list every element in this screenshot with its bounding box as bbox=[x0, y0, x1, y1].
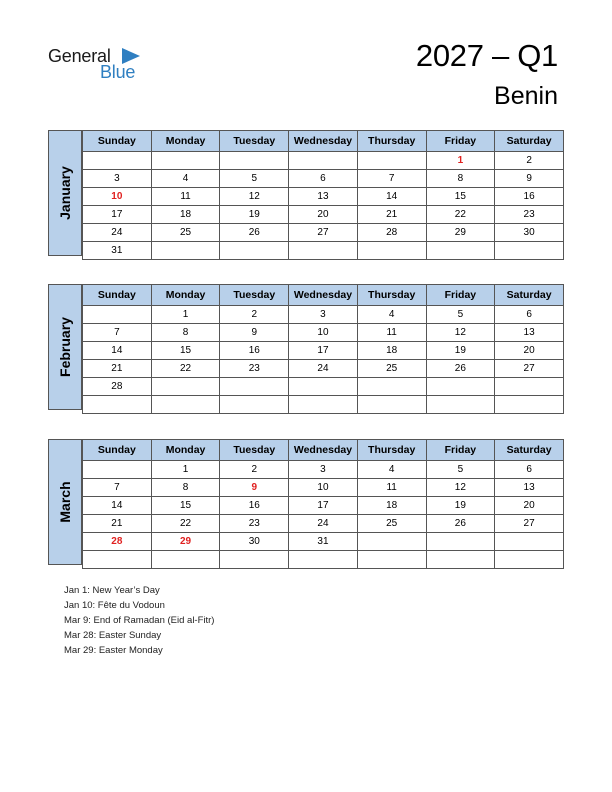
month-name: March bbox=[57, 481, 73, 523]
day-cell: 20 bbox=[495, 497, 564, 515]
weekday-header: Wednesday bbox=[289, 131, 358, 152]
day-cell: 13 bbox=[289, 188, 358, 206]
day-cell: 24 bbox=[289, 360, 358, 378]
weekday-header: Sunday bbox=[83, 440, 152, 461]
week-row bbox=[83, 479, 564, 497]
day-cell: 5 bbox=[426, 461, 495, 479]
week-row bbox=[83, 378, 564, 396]
calendar-table bbox=[82, 130, 564, 260]
day-cell bbox=[357, 378, 426, 396]
day-cell: 21 bbox=[357, 206, 426, 224]
day-cell: 14 bbox=[357, 188, 426, 206]
day-cell: 19 bbox=[220, 206, 289, 224]
day-cell: 10 bbox=[83, 188, 152, 206]
week-row bbox=[83, 533, 564, 551]
day-cell: 4 bbox=[151, 170, 220, 188]
day-cell bbox=[220, 152, 289, 170]
weekday-header: Friday bbox=[426, 131, 495, 152]
day-cell: 18 bbox=[357, 497, 426, 515]
day-cell: 14 bbox=[83, 497, 152, 515]
weekday-header: Thursday bbox=[357, 131, 426, 152]
day-cell bbox=[220, 378, 289, 396]
day-cell: 21 bbox=[83, 515, 152, 533]
day-cell: 12 bbox=[426, 324, 495, 342]
day-cell: 27 bbox=[495, 515, 564, 533]
day-cell: 27 bbox=[289, 224, 358, 242]
day-cell bbox=[289, 551, 358, 569]
calendar-table bbox=[82, 439, 564, 569]
weekday-header-row bbox=[83, 440, 564, 461]
day-cell bbox=[289, 378, 358, 396]
day-cell: 25 bbox=[357, 515, 426, 533]
weekday-header: Saturday bbox=[495, 440, 564, 461]
day-cell bbox=[495, 378, 564, 396]
day-cell: 17 bbox=[83, 206, 152, 224]
day-cell: 3 bbox=[83, 170, 152, 188]
weekday-header: Wednesday bbox=[289, 440, 358, 461]
day-cell: 24 bbox=[289, 515, 358, 533]
holiday-note: Mar 9: End of Ramadan (Eid al-Fitr) bbox=[64, 615, 215, 626]
week-row bbox=[83, 461, 564, 479]
day-cell: 18 bbox=[151, 206, 220, 224]
country-name: Benin bbox=[494, 82, 558, 110]
day-cell bbox=[151, 242, 220, 260]
day-cell: 12 bbox=[426, 479, 495, 497]
day-cell: 15 bbox=[426, 188, 495, 206]
day-cell: 24 bbox=[83, 224, 152, 242]
day-cell: 1 bbox=[426, 152, 495, 170]
day-cell: 30 bbox=[220, 533, 289, 551]
day-cell: 13 bbox=[495, 324, 564, 342]
day-cell bbox=[83, 461, 152, 479]
day-cell: 5 bbox=[426, 306, 495, 324]
day-cell bbox=[220, 396, 289, 414]
day-cell bbox=[495, 533, 564, 551]
week-row bbox=[83, 360, 564, 378]
month-name: January bbox=[57, 166, 73, 220]
day-cell: 29 bbox=[151, 533, 220, 551]
day-cell: 15 bbox=[151, 497, 220, 515]
day-cell: 9 bbox=[220, 324, 289, 342]
weekday-header: Friday bbox=[426, 440, 495, 461]
day-cell: 22 bbox=[151, 360, 220, 378]
day-cell: 7 bbox=[83, 479, 152, 497]
generalblue-logo bbox=[48, 44, 148, 82]
day-cell: 1 bbox=[151, 306, 220, 324]
day-cell bbox=[289, 396, 358, 414]
day-cell: 28 bbox=[83, 378, 152, 396]
day-cell bbox=[426, 533, 495, 551]
day-cell bbox=[151, 378, 220, 396]
day-cell: 25 bbox=[151, 224, 220, 242]
day-cell: 11 bbox=[151, 188, 220, 206]
weekday-header: Thursday bbox=[357, 440, 426, 461]
calendar-table bbox=[82, 284, 564, 414]
day-cell: 4 bbox=[357, 306, 426, 324]
week-row bbox=[83, 324, 564, 342]
logo-text-blue: Blue bbox=[100, 62, 136, 82]
weekday-header: Tuesday bbox=[220, 285, 289, 306]
day-cell: 8 bbox=[426, 170, 495, 188]
weekday-header: Wednesday bbox=[289, 285, 358, 306]
week-row bbox=[83, 242, 564, 260]
day-cell: 2 bbox=[220, 461, 289, 479]
day-cell: 5 bbox=[220, 170, 289, 188]
day-cell bbox=[357, 533, 426, 551]
day-cell: 16 bbox=[220, 342, 289, 360]
day-cell bbox=[495, 551, 564, 569]
day-cell: 6 bbox=[289, 170, 358, 188]
weekday-header: Monday bbox=[151, 440, 220, 461]
day-cell bbox=[357, 242, 426, 260]
month-label bbox=[48, 130, 82, 256]
day-cell: 29 bbox=[426, 224, 495, 242]
day-cell bbox=[151, 551, 220, 569]
day-cell: 26 bbox=[426, 515, 495, 533]
day-cell: 13 bbox=[495, 479, 564, 497]
day-cell: 20 bbox=[495, 342, 564, 360]
month-block-january bbox=[48, 130, 564, 256]
weekday-header: Tuesday bbox=[220, 440, 289, 461]
day-cell bbox=[495, 242, 564, 260]
week-row bbox=[83, 515, 564, 533]
week-row bbox=[83, 342, 564, 360]
day-cell: 11 bbox=[357, 324, 426, 342]
day-cell: 9 bbox=[495, 170, 564, 188]
day-cell: 28 bbox=[83, 533, 152, 551]
day-cell: 7 bbox=[83, 324, 152, 342]
day-cell bbox=[289, 152, 358, 170]
day-cell: 11 bbox=[357, 479, 426, 497]
holiday-note: Mar 29: Easter Monday bbox=[64, 645, 163, 656]
week-row bbox=[83, 170, 564, 188]
day-cell bbox=[289, 242, 358, 260]
month-name: February bbox=[57, 317, 73, 377]
week-row bbox=[83, 396, 564, 414]
day-cell: 6 bbox=[495, 461, 564, 479]
day-cell: 26 bbox=[426, 360, 495, 378]
day-cell bbox=[151, 396, 220, 414]
day-cell: 6 bbox=[495, 306, 564, 324]
day-cell: 12 bbox=[220, 188, 289, 206]
weekday-header: Monday bbox=[151, 131, 220, 152]
day-cell bbox=[83, 551, 152, 569]
weekday-header: Sunday bbox=[83, 285, 152, 306]
day-cell: 31 bbox=[83, 242, 152, 260]
day-cell bbox=[426, 378, 495, 396]
day-cell: 16 bbox=[495, 188, 564, 206]
day-cell: 4 bbox=[357, 461, 426, 479]
day-cell: 2 bbox=[220, 306, 289, 324]
day-cell: 19 bbox=[426, 497, 495, 515]
day-cell bbox=[220, 551, 289, 569]
day-cell: 19 bbox=[426, 342, 495, 360]
page-title: 2027 – Q1 bbox=[415, 38, 558, 73]
day-cell: 1 bbox=[151, 461, 220, 479]
day-cell bbox=[426, 551, 495, 569]
logo-text-general: General bbox=[48, 46, 111, 66]
weekday-header: Monday bbox=[151, 285, 220, 306]
day-cell: 17 bbox=[289, 497, 358, 515]
week-row bbox=[83, 152, 564, 170]
day-cell bbox=[426, 242, 495, 260]
holiday-note: Jan 1: New Year’s Day bbox=[64, 585, 160, 596]
day-cell bbox=[83, 396, 152, 414]
day-cell: 15 bbox=[151, 342, 220, 360]
month-block-february bbox=[48, 284, 564, 410]
day-cell: 10 bbox=[289, 479, 358, 497]
week-row bbox=[83, 224, 564, 242]
month-block-march bbox=[48, 439, 564, 565]
day-cell: 26 bbox=[220, 224, 289, 242]
day-cell: 2 bbox=[495, 152, 564, 170]
day-cell bbox=[83, 152, 152, 170]
day-cell: 18 bbox=[357, 342, 426, 360]
month-label bbox=[48, 284, 82, 410]
day-cell: 8 bbox=[151, 479, 220, 497]
day-cell bbox=[83, 306, 152, 324]
day-cell: 23 bbox=[220, 515, 289, 533]
holiday-notes bbox=[64, 583, 214, 658]
day-cell: 3 bbox=[289, 461, 358, 479]
weekday-header: Tuesday bbox=[220, 131, 289, 152]
day-cell bbox=[151, 152, 220, 170]
day-cell: 25 bbox=[357, 360, 426, 378]
day-cell: 28 bbox=[357, 224, 426, 242]
day-cell: 8 bbox=[151, 324, 220, 342]
day-cell: 14 bbox=[83, 342, 152, 360]
weekday-header-row bbox=[83, 131, 564, 152]
day-cell bbox=[357, 551, 426, 569]
day-cell: 23 bbox=[495, 206, 564, 224]
day-cell: 22 bbox=[151, 515, 220, 533]
day-cell: 30 bbox=[495, 224, 564, 242]
day-cell: 23 bbox=[220, 360, 289, 378]
week-row bbox=[83, 206, 564, 224]
weekday-header: Friday bbox=[426, 285, 495, 306]
weekday-header-row bbox=[83, 285, 564, 306]
day-cell: 16 bbox=[220, 497, 289, 515]
day-cell: 10 bbox=[289, 324, 358, 342]
day-cell: 27 bbox=[495, 360, 564, 378]
day-cell: 21 bbox=[83, 360, 152, 378]
week-row bbox=[83, 497, 564, 515]
day-cell: 17 bbox=[289, 342, 358, 360]
day-cell bbox=[220, 242, 289, 260]
day-cell: 9 bbox=[220, 479, 289, 497]
week-row bbox=[83, 188, 564, 206]
day-cell: 22 bbox=[426, 206, 495, 224]
weekday-header: Thursday bbox=[357, 285, 426, 306]
day-cell bbox=[357, 152, 426, 170]
weekday-header: Saturday bbox=[495, 131, 564, 152]
month-label bbox=[48, 439, 82, 565]
weekday-header: Saturday bbox=[495, 285, 564, 306]
day-cell: 31 bbox=[289, 533, 358, 551]
weekday-header: Sunday bbox=[83, 131, 152, 152]
week-row bbox=[83, 551, 564, 569]
day-cell: 7 bbox=[357, 170, 426, 188]
day-cell: 3 bbox=[289, 306, 358, 324]
week-row bbox=[83, 306, 564, 324]
day-cell bbox=[426, 396, 495, 414]
holiday-note: Mar 28: Easter Sunday bbox=[64, 630, 162, 641]
day-cell: 20 bbox=[289, 206, 358, 224]
holiday-note: Jan 10: Fête du Vodoun bbox=[64, 600, 165, 611]
day-cell bbox=[495, 396, 564, 414]
day-cell bbox=[357, 396, 426, 414]
